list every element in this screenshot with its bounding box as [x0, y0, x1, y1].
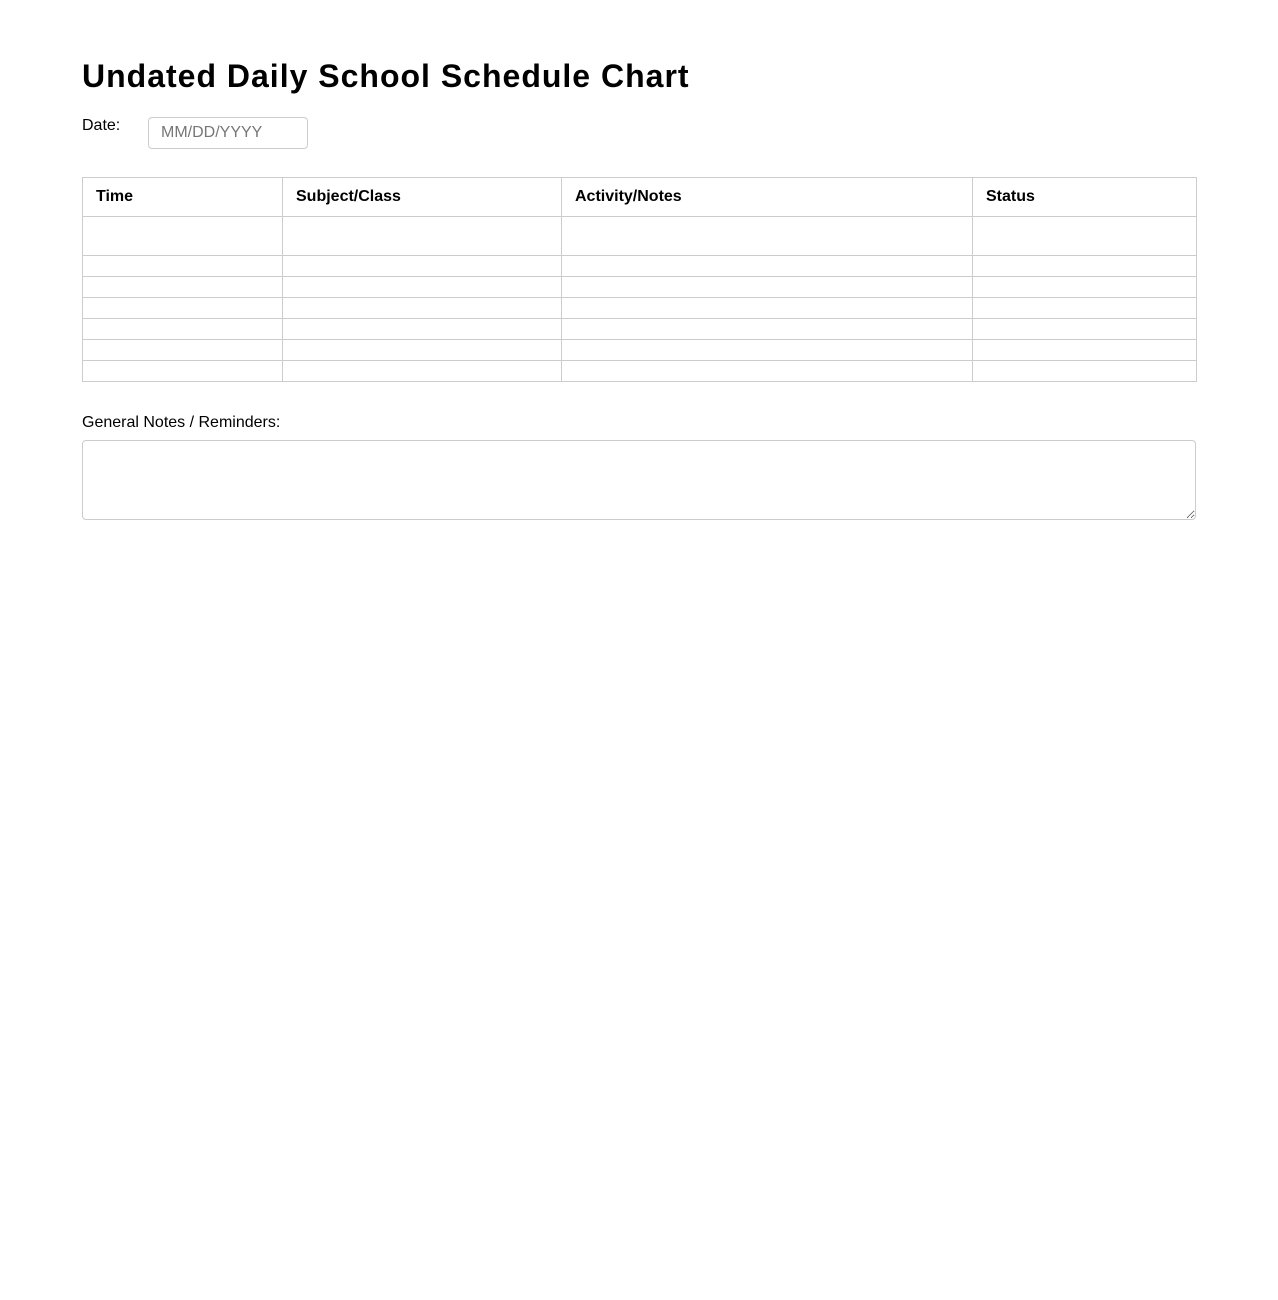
table-cell[interactable] [83, 277, 283, 298]
table-cell[interactable] [83, 256, 283, 277]
table-row [83, 298, 1197, 319]
table-row [83, 217, 1197, 256]
table-cell[interactable] [562, 298, 973, 319]
table-cell[interactable] [562, 340, 973, 361]
table-cell[interactable] [562, 277, 973, 298]
table-header-row [83, 178, 1197, 217]
header-status: Status [973, 178, 1197, 217]
table-cell[interactable] [83, 340, 283, 361]
table-cell[interactable] [973, 319, 1197, 340]
page-title: Undated Daily School Schedule Chart [82, 58, 690, 94]
table-cell[interactable] [83, 319, 283, 340]
table-row [83, 319, 1197, 340]
table-cell[interactable] [283, 340, 562, 361]
header-subject: Subject/Class [283, 178, 562, 217]
table-cell[interactable] [283, 217, 562, 256]
table-row [83, 361, 1197, 382]
table-cell[interactable] [973, 217, 1197, 256]
table-cell[interactable] [973, 256, 1197, 277]
table-cell[interactable] [83, 217, 283, 256]
table-cell[interactable] [562, 217, 973, 256]
date-input[interactable] [148, 117, 308, 149]
table-cell[interactable] [973, 277, 1197, 298]
header-activity: Activity/Notes [562, 178, 973, 217]
table-cell[interactable] [973, 361, 1197, 382]
table-cell[interactable] [973, 340, 1197, 361]
table-cell[interactable] [562, 256, 973, 277]
table-cell[interactable] [283, 256, 562, 277]
table-cell[interactable] [283, 361, 562, 382]
notes-textarea[interactable] [82, 440, 1196, 520]
table-cell[interactable] [283, 277, 562, 298]
date-label: Date: [82, 117, 121, 134]
table-cell[interactable] [973, 298, 1197, 319]
table-cell[interactable] [562, 319, 973, 340]
table-cell[interactable] [83, 361, 283, 382]
table-row [83, 340, 1197, 361]
notes-label: General Notes / Reminders: [82, 414, 281, 431]
table-cell[interactable] [83, 298, 283, 319]
header-time: Time [83, 178, 283, 217]
table-cell[interactable] [283, 298, 562, 319]
schedule-table [82, 177, 1197, 382]
table-row [83, 256, 1197, 277]
table-cell[interactable] [283, 319, 562, 340]
table-cell[interactable] [562, 361, 973, 382]
table-row [83, 277, 1197, 298]
